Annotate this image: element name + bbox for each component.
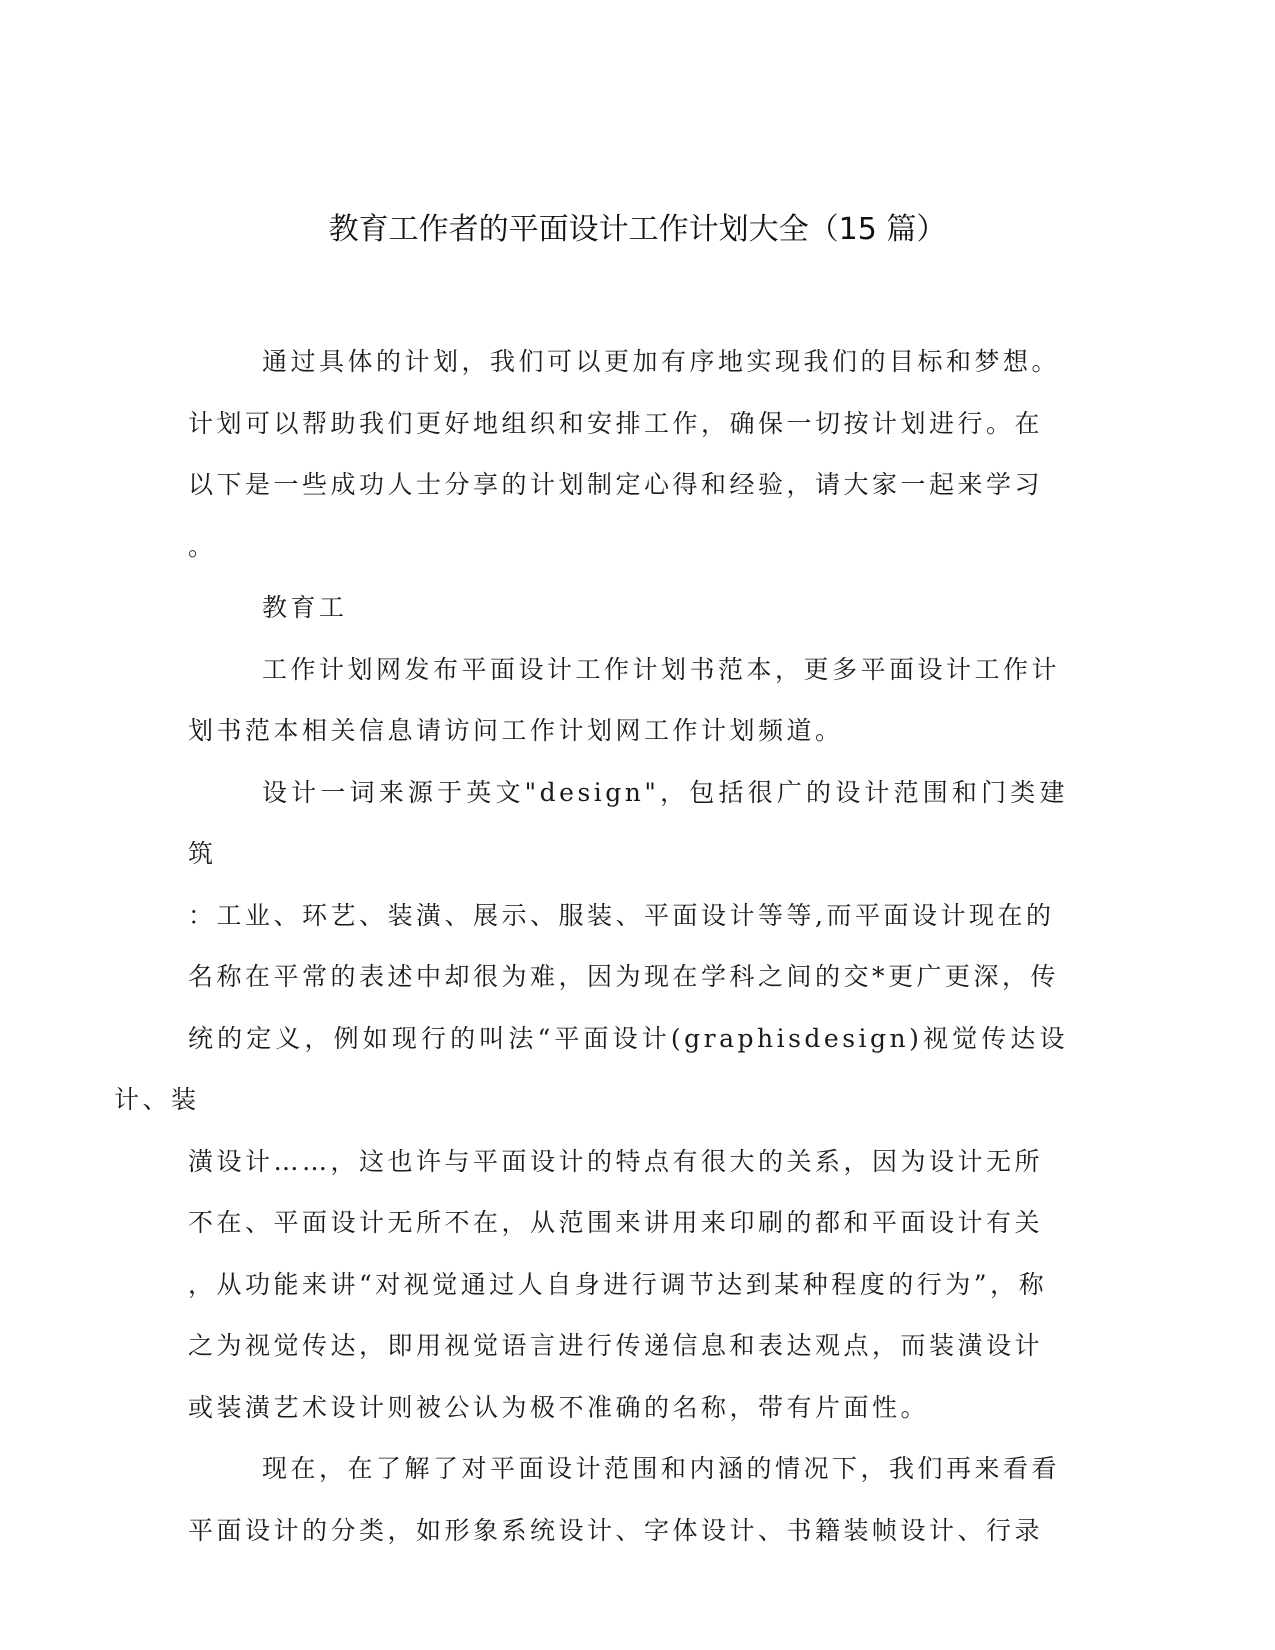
text-line: 名称在平常的表述中却很为难，因为现在学科之间的交*更广更深，传: [188, 962, 1060, 991]
text-line: 之为视觉传达，即用视觉语言进行传递信息和表达观点，而装潢设计: [188, 1331, 1044, 1360]
paragraph-design-definition: [114, 762, 1068, 1439]
text-line: 或装潢艺术设计则被公认为极不准确的名称，带有片面性。: [188, 1392, 930, 1422]
text-line: 划书范本相关信息请访问工作计划网工作计划频道。: [188, 716, 844, 745]
text-line: ：工业、环艺、装潢、展示、服装、平面设计等等,而平面设计现在的: [188, 900, 1055, 930]
text-line: 。: [188, 531, 217, 561]
document-title: 教育工作者的平面设计工作计划大全（15 篇）: [328, 212, 947, 247]
text-line: 不在、平面设计无所不在，从范围来讲用来印刷的都和平面设计有关: [188, 1208, 1044, 1237]
text-line: 统的定义，例如现行的叫法“平面设计(graphisdesign)视觉传达设计、装: [114, 1023, 1068, 1114]
text-line: 以下是一些成功人士分享的计划制定心得和经验，请大家一起来学习: [188, 470, 1044, 499]
text-line: 计划可以帮助我们更好地组织和安排工作，确保一切按计划进行。在: [188, 408, 1044, 438]
text-line: 潢设计……，这也许与平面设计的特点有很大的关系，因为设计无所: [188, 1146, 1044, 1176]
text-line: 教育工: [262, 593, 348, 622]
paragraph-classification: [188, 1438, 1068, 1561]
text-line: 工作计划网发布平面设计工作计划书范本，更多平面设计工作计: [262, 654, 1061, 684]
document-body: [114, 331, 1068, 1561]
paragraph-source: [188, 639, 1068, 762]
text-line: 现在，在了解了对平面设计范围和内涵的情况下，我们再来看看: [262, 1454, 1061, 1483]
paragraph-intro: [188, 331, 1068, 577]
text-line: ，从功能来讲“对视觉通过人自身进行调节达到某种程度的行为”，称: [188, 1269, 1048, 1299]
paragraph-fragment: [188, 577, 1068, 639]
text-line: 设计一词来源于英文"design"，包括很广的设计范围和门类建筑: [188, 777, 1068, 868]
text-line: 平面设计的分类，如形象系统设计、字体设计、书籍装帧设计、行录: [188, 1515, 1044, 1545]
text-line: 通过具体的计划，我们可以更加有序地实现我们的目标和梦想。: [262, 347, 1061, 376]
